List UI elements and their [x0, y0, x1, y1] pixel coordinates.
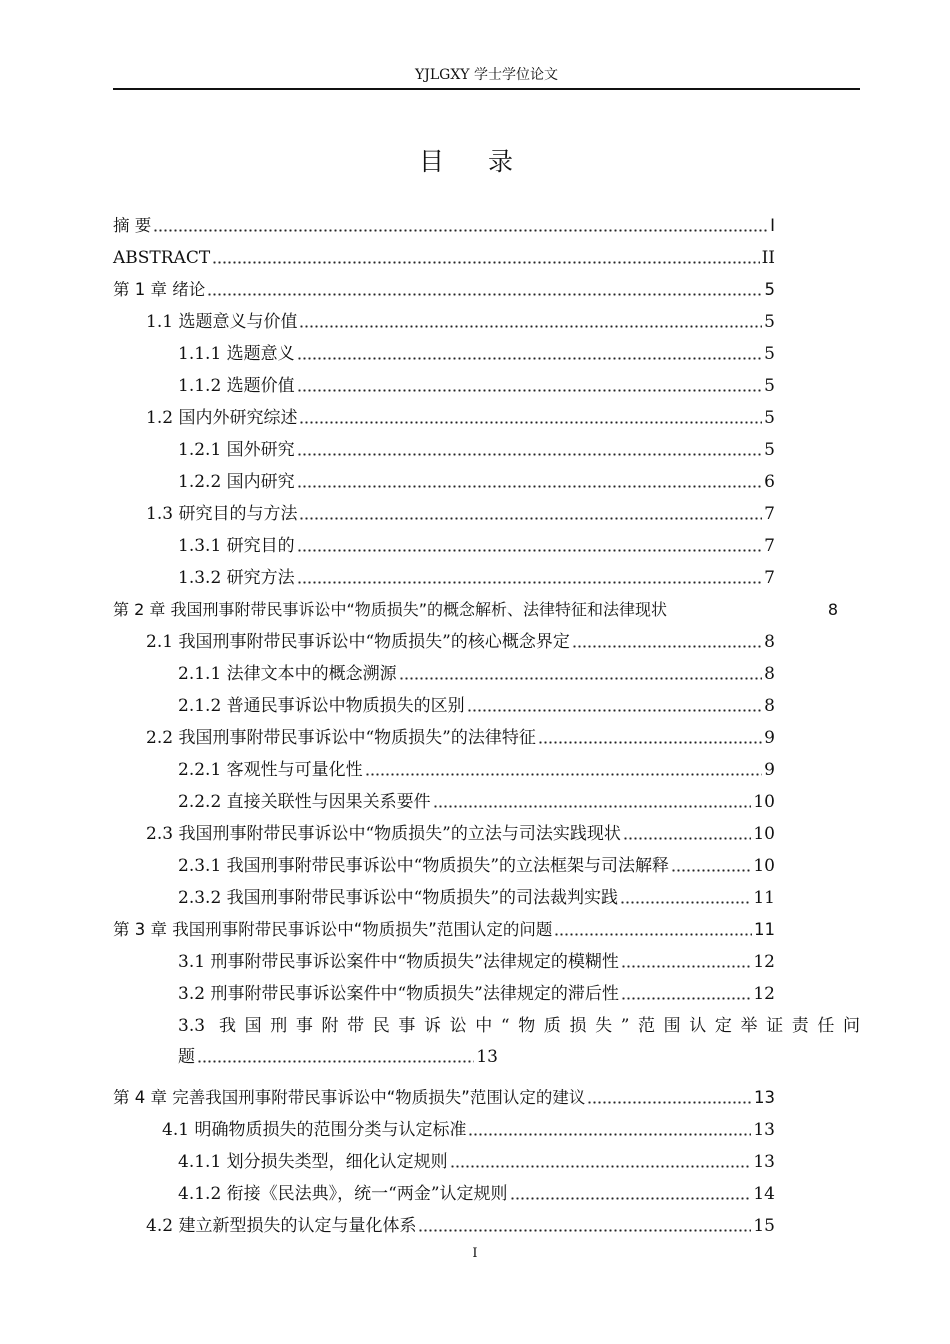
toc-entry-page: 5 [764, 408, 775, 428]
toc-entry-page: 10 [753, 856, 775, 876]
dot-leader [671, 860, 751, 872]
dot-leader [572, 636, 762, 648]
page-number: I [472, 1246, 478, 1261]
dot-leader [620, 892, 751, 904]
toc-entry-2-2-1[interactable] [178, 755, 775, 785]
toc-entry-page: 7 [764, 568, 775, 588]
dot-leader [399, 668, 763, 680]
toc-entry-label: 1.3.2 研究方法 [178, 568, 295, 588]
toc-entry-page: 7 [764, 536, 775, 556]
toc-entry-page: 10 [753, 792, 775, 812]
toc-entry-page: 8 [764, 632, 775, 652]
toc-entry-label: 2.3.1 我国刑事附带民事诉讼中“物质损失”的立法框架与司法解释 [178, 856, 670, 876]
toc-entry-chapter-4[interactable] [113, 1083, 775, 1113]
toc-entry-abstract-cn[interactable] [113, 211, 775, 241]
toc-entry-page: 5 [764, 280, 775, 299]
dot-leader [433, 796, 752, 808]
toc-entry-1-2[interactable] [146, 403, 775, 433]
toc-entry-page: 9 [764, 760, 775, 780]
dot-leader [621, 956, 752, 968]
toc-entry-1-1-2[interactable] [178, 371, 775, 401]
toc-entry-3-1[interactable] [178, 947, 775, 977]
toc-entry-label: 2.3 我国刑事附带民事诉讼中“物质损失”的立法与司法实践现状 [146, 824, 621, 844]
toc-entry-label: 第 1 章 绪论 [113, 280, 206, 299]
toc-entry-page: 14 [753, 1184, 775, 1204]
toc-entry-4-1[interactable] [162, 1115, 775, 1145]
toc-entry-page: 5 [764, 344, 775, 364]
toc-entry-label: 题 [178, 1047, 195, 1067]
toc-entry-page: 13 [753, 1152, 775, 1172]
dot-leader [212, 252, 759, 264]
dot-leader [297, 572, 763, 584]
toc-entry-label: 4.1.1 划分损失类型，细化认定规则 [178, 1152, 448, 1172]
toc-entry-1-3-2[interactable] [178, 563, 775, 593]
toc-entry-2-2[interactable] [146, 723, 775, 753]
toc-entry-4-1-1[interactable] [178, 1147, 775, 1177]
toc-entry-page: 6 [764, 472, 775, 492]
toc-entry-page: 13 [754, 1088, 775, 1107]
toc-entry-label: 2.2.1 客观性与可量化性 [178, 760, 363, 780]
toc-entry-label: 4.1 明确物质损失的范围分类与认定标准 [162, 1120, 467, 1140]
dot-leader [297, 348, 763, 360]
dot-leader [297, 540, 763, 552]
toc-entry-label: 1.2.2 国内研究 [178, 472, 295, 492]
toc-entry-label: 2.3.2 我国刑事附带民事诉讼中“物质损失”的司法裁判实践 [178, 888, 619, 908]
toc-entry-chapter-1[interactable] [113, 275, 775, 305]
toc-entry-2-3[interactable] [146, 819, 775, 849]
toc-entry-label: 第 4 章 完善我国刑事附带民事诉讼中“物质损失”范围认定的建议 [113, 1088, 586, 1107]
dot-leader [510, 1188, 752, 1200]
dot-leader [299, 412, 762, 424]
dot-leader [623, 828, 752, 840]
toc-entry-4-2[interactable] [146, 1211, 775, 1241]
toc-entry-page: 13 [476, 1047, 498, 1067]
toc-entry-page: I [770, 216, 775, 235]
dot-leader [297, 444, 763, 456]
toc-entry-page: II [761, 248, 775, 268]
toc-entry-label: 4.1.2 衔接《民法典》，统一“两金”认定规则 [178, 1184, 508, 1204]
toc-entry-2-1[interactable] [146, 627, 775, 657]
running-header: YJLGXY 学士学位论文 [113, 62, 860, 90]
dot-leader [197, 1051, 474, 1063]
toc-entry-page: 5 [764, 376, 775, 396]
dot-leader [299, 316, 762, 328]
toc-entry-label: 1.3 研究目的与方法 [146, 504, 298, 524]
toc-entry-page: 5 [764, 440, 775, 460]
toc-entry-2-1-1[interactable] [178, 659, 775, 689]
toc-entry-2-3-1[interactable] [178, 851, 775, 881]
toc-entry-page: 13 [753, 1120, 775, 1140]
toc-entry-page: 15 [753, 1216, 775, 1236]
toc-entry-label: 第 3 章 我国刑事附带民事诉讼中“物质损失”范围认定的问题 [113, 920, 553, 939]
toc-entry-label: ABSTRACT [113, 248, 211, 268]
dot-leader [297, 380, 763, 392]
toc-entry-1-3-1[interactable] [178, 531, 775, 561]
toc-entry-chapter-2[interactable] [113, 595, 838, 625]
dot-leader [297, 476, 763, 488]
toc-entry-2-2-2[interactable] [178, 787, 775, 817]
toc-entry-label: 3.1 刑事附带民事诉讼案件中“物质损失”法律规定的模糊性 [178, 952, 619, 972]
toc-entry-page: 11 [754, 920, 775, 939]
toc-entry-3-2[interactable] [178, 979, 775, 1009]
toc-entry-label: 2.2.2 直接关联性与因果关系要件 [178, 792, 431, 812]
toc-entry-label: 1.2 国内外研究综述 [146, 408, 298, 428]
toc-entry-4-1-2[interactable] [178, 1179, 775, 1209]
toc-entry-label: 2.2 我国刑事附带民事诉讼中“物质损失”的法律特征 [146, 728, 536, 748]
dot-leader [299, 508, 762, 520]
toc-entry-label: 第 2 章 我国刑事附带民事诉讼中“物质损失”的概念解析、法律特征和法律现状 [113, 600, 668, 619]
toc-entry-1-2-2[interactable] [178, 467, 775, 497]
toc-entry-1-1-1[interactable] [178, 339, 775, 369]
dot-leader [153, 220, 768, 232]
toc-entry-label: 2.1.1 法律文本中的概念溯源 [178, 664, 397, 684]
toc-entry-page: 8 [764, 696, 775, 716]
dot-leader [365, 764, 763, 776]
toc-entry-page: 10 [753, 824, 775, 844]
toc-title: 目 录 [419, 147, 531, 176]
toc-entry-3-3-line1[interactable]: 3.3 我国刑事附带民事诉讼中“物质损失”范围认定举证责任问 [178, 1016, 860, 1036]
toc-entry-2-1-2[interactable] [178, 691, 775, 721]
toc-entry-3-3-line2[interactable] [178, 1042, 498, 1072]
toc-entry-1-1[interactable] [146, 307, 775, 337]
toc-entry-label: 1.1.2 选题价值 [178, 376, 295, 396]
toc-entry-label: 1.3.1 研究目的 [178, 536, 295, 556]
toc-entry-chapter-3[interactable] [113, 915, 775, 945]
toc-entry-page: 12 [753, 984, 775, 1004]
dot-leader [207, 284, 762, 296]
toc-entry-page: 5 [764, 312, 775, 332]
dot-leader [467, 700, 763, 712]
toc-entry-label: 4.2 建立新型损失的认定与量化体系 [146, 1216, 417, 1236]
toc-entry-label: 2.1.2 普通民事诉讼中物质损失的区别 [178, 696, 465, 716]
toc-entry-page: 8 [764, 664, 775, 684]
toc-entry-page: 11 [753, 888, 775, 908]
toc-entry-page: 8 [827, 600, 838, 619]
toc-entry-1-2-1[interactable] [178, 435, 775, 465]
toc-entry-label: 1.1 选题意义与价值 [146, 312, 298, 332]
toc-entry-page: 9 [764, 728, 775, 748]
toc-entry-abstract-en[interactable] [113, 243, 775, 273]
toc-entry-label: 摘 要 [113, 216, 152, 235]
toc-entry-1-3[interactable] [146, 499, 775, 529]
toc-entry-label: 1.2.1 国外研究 [178, 440, 295, 460]
dot-leader [538, 732, 762, 744]
dot-leader [587, 1092, 752, 1104]
toc-entry-label: 1.1.1 选题意义 [178, 344, 295, 364]
dot-leader [450, 1156, 752, 1168]
dot-leader [418, 1220, 751, 1232]
dot-leader [621, 988, 752, 1000]
toc-entry-label: 2.1 我国刑事附带民事诉讼中“物质损失”的核心概念界定 [146, 632, 570, 652]
toc-entry-page: 12 [753, 952, 775, 972]
toc-entry-2-3-2[interactable] [178, 883, 775, 913]
dot-leader [554, 924, 752, 936]
dot-leader [468, 1124, 751, 1136]
toc-entry-label: 3.2 刑事附带民事诉讼案件中“物质损失”法律规定的滞后性 [178, 984, 619, 1004]
toc-entry-page: 7 [764, 504, 775, 524]
